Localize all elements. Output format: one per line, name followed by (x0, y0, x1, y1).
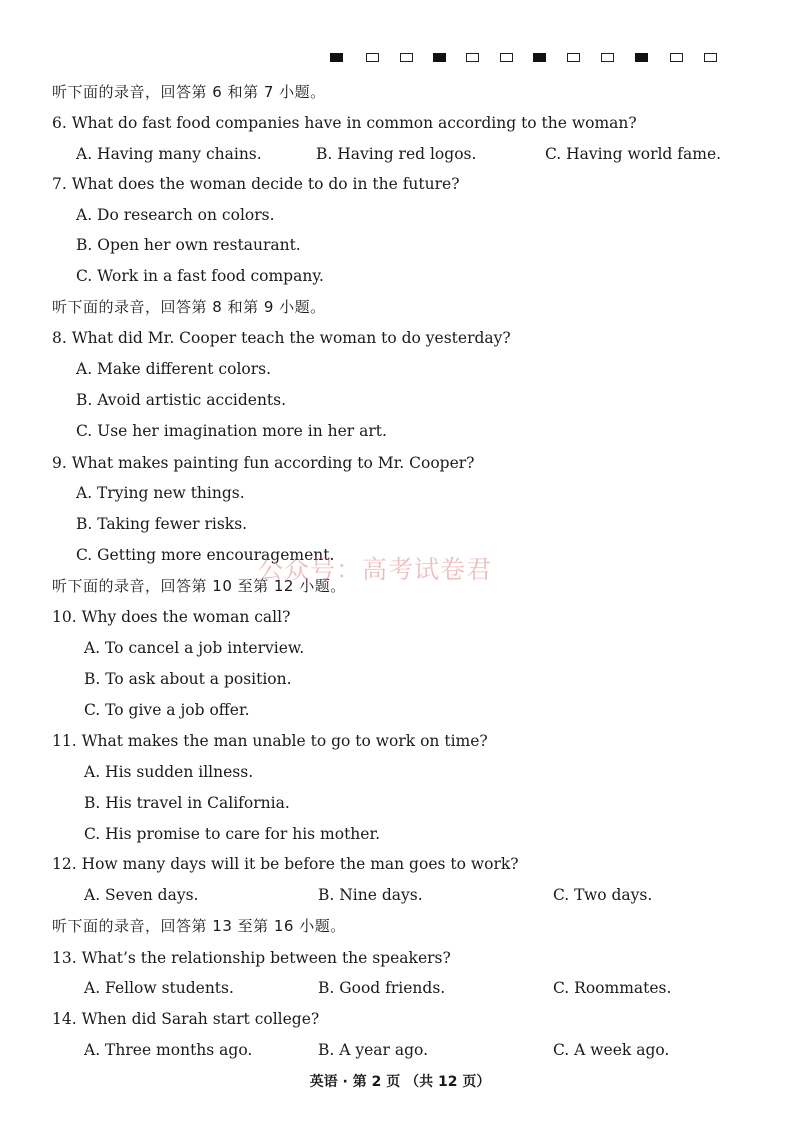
question-7: 7. What does the woman decide to do in the future? (52, 175, 460, 193)
q11-option-c: C. His promise to care for his mother. (84, 825, 381, 843)
marker-9 (601, 53, 614, 62)
q13-option-c: C. Roommates. (553, 979, 672, 997)
q7-option-a: A. Do research on colors. (76, 206, 275, 224)
q9-option-a: A. Trying new things. (76, 484, 245, 502)
question-6: 6. What do fast food companies have in common according to the woman? (52, 114, 637, 132)
q8-option-a: A. Make different colors. (76, 360, 272, 378)
q12-option-a: A. Seven days. (84, 886, 199, 904)
marker-2 (366, 53, 379, 62)
section-instruction: 听下面的录音，回答第 8 和第 9 小题。 (52, 298, 326, 316)
q10-option-b: B. To ask about a position. (84, 670, 292, 688)
watermark: 公众号：高考试卷君 (258, 555, 493, 584)
question-8: 8. What did Mr. Cooper teach the woman to do yesterday? (52, 329, 511, 347)
marker-6 (500, 53, 513, 62)
q14-option-c: C. A week ago. (553, 1041, 670, 1059)
q9-option-c: C. Getting more encouragement. (76, 546, 335, 564)
q8-option-b: B. Avoid artistic accidents. (76, 391, 287, 409)
marker-3 (400, 53, 413, 62)
q13-option-b: B. Good friends. (318, 979, 446, 997)
marker-8 (567, 53, 580, 62)
question-9: 9. What makes painting fun according to Mr. Cooper? (52, 454, 475, 472)
q8-option-c: C. Use her imagination more in her art. (76, 422, 387, 440)
marker-11 (670, 53, 683, 62)
q10-option-a: A. To cancel a job interview. (84, 639, 305, 657)
q12-option-c: C. Two days. (553, 886, 653, 904)
q14-option-a: A. Three months ago. (84, 1041, 253, 1059)
q11-option-a: A. His sudden illness. (84, 763, 254, 781)
question-10: 10. Why does the woman call? (52, 608, 291, 626)
marker-10 (635, 53, 648, 62)
question-11: 11. What makes the man unable to go to work on time? (52, 732, 488, 750)
q14-option-b: B. A year ago. (318, 1041, 429, 1059)
marker-7 (533, 53, 546, 62)
q9-option-b: B. Taking fewer risks. (76, 515, 248, 533)
section-instruction: 听下面的录音，回答第 10 至第 12 小题。 (52, 577, 346, 595)
q11-option-b: B. His travel in California. (84, 794, 290, 812)
q7-option-c: C. Work in a fast food company. (76, 267, 324, 285)
marker-12 (704, 53, 717, 62)
question-13: 13. What’s the relationship between the speakers? (52, 949, 451, 967)
q13-option-a: A. Fellow students. (84, 979, 234, 997)
section-instruction: 听下面的录音，回答第 6 和第 7 小题。 (52, 83, 326, 101)
marker-4 (433, 53, 446, 62)
question-14: 14. When did Sarah start college? (52, 1010, 320, 1028)
q6-option-b: B. Having red logos. (316, 145, 477, 163)
q7-option-b: B. Open her own restaurant. (76, 236, 301, 254)
marker-5 (466, 53, 479, 62)
q6-option-c: C. Having world fame. (545, 145, 722, 163)
q10-option-c: C. To give a job offer. (84, 701, 250, 719)
section-instruction: 听下面的录音，回答第 13 至第 16 小题。 (52, 917, 346, 935)
page-footer: 英语 · 第 2 页 （共 12 页） (309, 1074, 491, 1090)
marker-1 (330, 53, 343, 62)
q12-option-b: B. Nine days. (318, 886, 423, 904)
q6-option-a: A. Having many chains. (76, 145, 262, 163)
question-12: 12. How many days will it be before the man goes to work? (52, 855, 519, 873)
